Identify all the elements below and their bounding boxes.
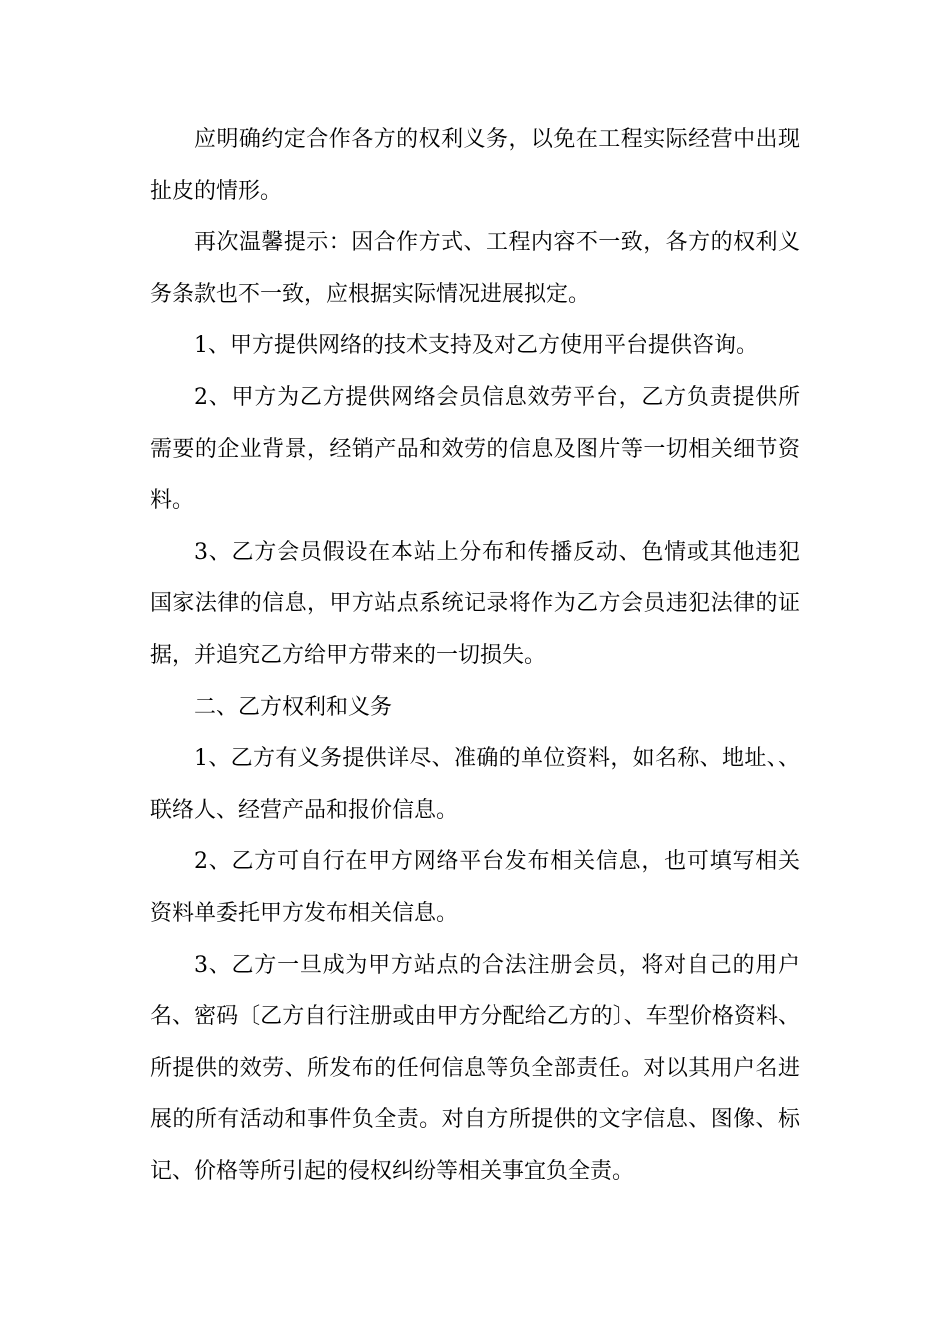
paragraph-party-a-item-1: 1、甲方提供网络的技术支持及对乙方使用平台提供咨询。 (194, 333, 758, 359)
paragraph-party-b-item-3: 3、乙方一旦成为甲方站点的合法注册会员，将对自己的用户名、密码〔乙方自行注册或由甲方分配给乙方的〕、车型价格资料、所提供的效劳、所发布的任何信息等负全部责任。对以其用户名进展的所有活动和事件负全责。对自方所提供的文字信息、图像、标记、价格等所引起的侵权纠纷等相关事宜负全责。 (150, 952, 800, 1184)
paragraph-party-b-item-2: 2、乙方可自行在甲方网络平台发布相关信息，也可填写相关资料单委托甲方发布相关信息。 (150, 849, 800, 926)
paragraph-party-b-item-1: 1、乙方有义务提供详尽、准确的单位资料，如名称、地址、、联络人、经营产品和报价信息。 (150, 746, 800, 823)
paragraph-party-a-item-2: 2、甲方为乙方提供网络会员信息效劳平台，乙方负责提供所需要的企业背景，经销产品和效劳的信息及图片等一切相关细节资料。 (150, 384, 800, 514)
document-body (150, 114, 800, 1197)
paragraph-party-a-item-3: 3、乙方会员假设在本站上分布和传播反动、色情或其他违犯国家法律的信息，甲方站点系统记录将作为乙方会员违犯法律的证据，并追究乙方给甲方带来的一切损失。 (150, 539, 800, 668)
paragraph-reminder: 再次温馨提示：因合作方式、工程内容不一致，各方的权利义务条款也不一致，应根据实际情况进展拟定。 (150, 230, 800, 307)
paragraph-rights-obligations-intro: 应明确约定合作各方的权利义务，以免在工程实际经营中出现扯皮的情形。 (150, 127, 800, 204)
section-heading-party-b: 二、乙方权利和义务 (194, 694, 393, 720)
